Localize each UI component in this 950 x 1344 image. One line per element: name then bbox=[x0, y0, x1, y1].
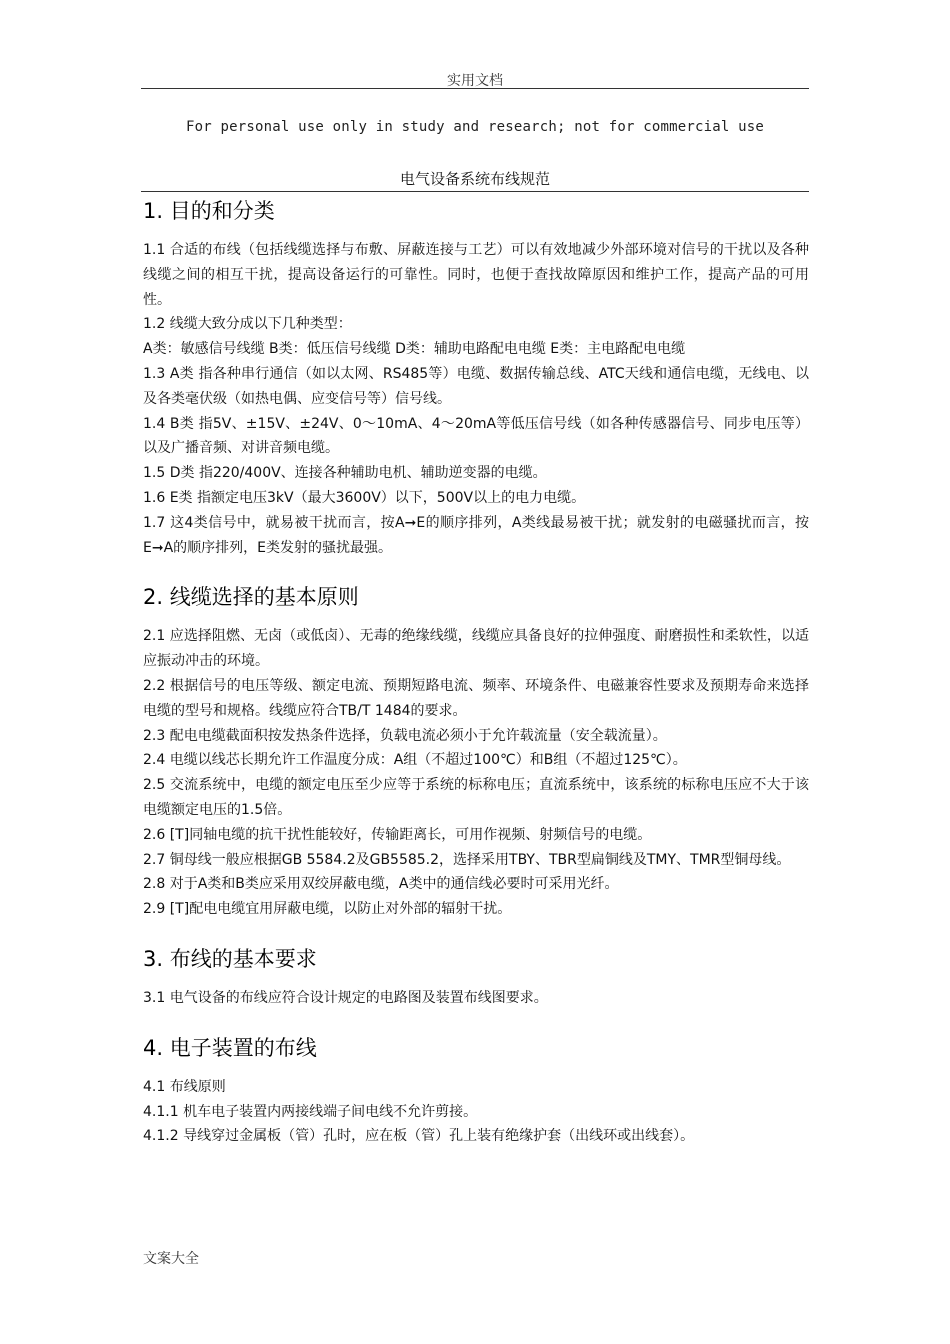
section bbox=[143, 944, 809, 1011]
paragraph: 2.3 配电电缆截面积按发热条件选择，负载电流必须小于允许载流量（安全载流量）。 bbox=[143, 727, 667, 744]
paragraph: A类：敏感信号线缆 B类：低压信号线缆 D类：辅助电路配电电缆 E类：主电路配电电缆 bbox=[143, 341, 686, 358]
section bbox=[143, 582, 809, 922]
paragraph: 2.1 应选择阻燃、无卤（或低卤）、无毒的绝缘线缆，线缆应具备良好的拉伸强度、耐磨损性和柔软性，以适应振动冲击的环境。 bbox=[143, 628, 809, 670]
page-footer: 文案大全 bbox=[143, 1251, 199, 1267]
document-body bbox=[143, 196, 809, 1149]
paragraph: 4.1 布线原则 bbox=[143, 1078, 226, 1095]
paragraph: 1.4 B类 指5V、±15V、±24V、0～10mA、4～20mA等低压信号线（如各种传感器信号、同步电压等）以及广播音频、对讲音频电缆。 bbox=[143, 415, 809, 457]
section-heading: 2. 线缆选择的基本原则 bbox=[143, 585, 359, 610]
title-rule bbox=[141, 191, 809, 192]
paragraph: 2.6 [T]同轴电缆的抗干扰性能较好，传输距离长，可用作视频、射频信号的电缆。 bbox=[143, 826, 652, 843]
paragraph: 2.8 对于A类和B类应采用双绞屏蔽电缆，A类中的通信线必要时可采用光纤。 bbox=[143, 876, 619, 893]
paragraph: 3.1 电气设备的布线应符合设计规定的电路图及装置布线图要求。 bbox=[143, 989, 548, 1006]
paragraph: 4.1.2 导线穿过金属板（管）孔时，应在板（管）孔上装有绝缘护套（出线环或出线套）。 bbox=[143, 1128, 695, 1145]
section-heading: 1. 目的和分类 bbox=[143, 199, 275, 223]
paragraph: 1.3 A类 指各种串行通信（如以太网、RS485等）电缆、数据传输总线、ATC天线和通信电缆，无线电、以及各类毫伏级（如热电偶、应变信号等）信号线。 bbox=[143, 365, 809, 407]
page-header: 实用文档 bbox=[447, 73, 503, 89]
paragraph: 4.1.1 机车电子装置内两接线端子间电线不允许剪接。 bbox=[143, 1103, 478, 1120]
section bbox=[143, 196, 809, 560]
paragraph: 1.6 E类 指额定电压3kV（最大3600V）以下，500V以上的电力电缆。 bbox=[143, 489, 586, 506]
paragraph: 2.2 根据信号的电压等级、额定电流、预期短路电流、频率、环境条件、电磁兼容性要求及预期寿命来选择电缆的型号和规格。线缆应符合TB/T 1484的要求。 bbox=[143, 677, 809, 719]
paragraph: 2.9 [T]配电电缆宜用屏蔽电缆，以防止对外部的辐射干扰。 bbox=[143, 901, 512, 918]
paragraph: 2.7 铜母线一般应根据GB 5584.2及GB5585.2，选择采用TBY、TBR型扁铜线及TMY、TMR型铜母线。 bbox=[143, 851, 791, 868]
paragraph: 1.1 合适的布线（包括线缆选择与布敷、屏蔽连接与工艺）可以有效地减少外部环境对信号的干扰以及各种线缆之间的相互干扰，提高设备运行的可靠性。同时，也便于查找故障原因和维护工作，提高产品的可用性。 bbox=[143, 242, 809, 308]
paragraph: 2.4 电缆以线芯长期允许工作温度分成：A组（不超过100℃）和B组（不超过125℃）。 bbox=[143, 752, 687, 769]
paragraph: 1.2 线缆大致分成以下几种类型： bbox=[143, 316, 352, 333]
section-heading: 3. 布线的基本要求 bbox=[143, 946, 317, 971]
paragraph: 1.7 这4类信号中，就易被干扰而言，按A➞E的顺序排列，A类线最易被干扰；就发射的电磁骚扰而言，按E➞A的顺序排列，E类发射的骚扰最强。 bbox=[143, 514, 809, 556]
paragraph: 2.5 交流系统中，电缆的额定电压至少应等于系统的标称电压；直流系统中，该系统的标称电压应不大于该电缆额定电压的1.5倍。 bbox=[143, 777, 809, 818]
document-title: 电气设备系统布线规范 bbox=[399, 170, 550, 188]
paragraph: 1.5 D类 指220/400V、连接各种辅助电机、辅助逆变器的电缆。 bbox=[143, 465, 547, 482]
header-rule bbox=[141, 88, 809, 89]
usage-notice: For personal use only in study and research; not for commercial use bbox=[185, 119, 765, 135]
section-heading: 4. 电子装置的布线 bbox=[143, 1035, 317, 1060]
section bbox=[143, 1033, 809, 1149]
